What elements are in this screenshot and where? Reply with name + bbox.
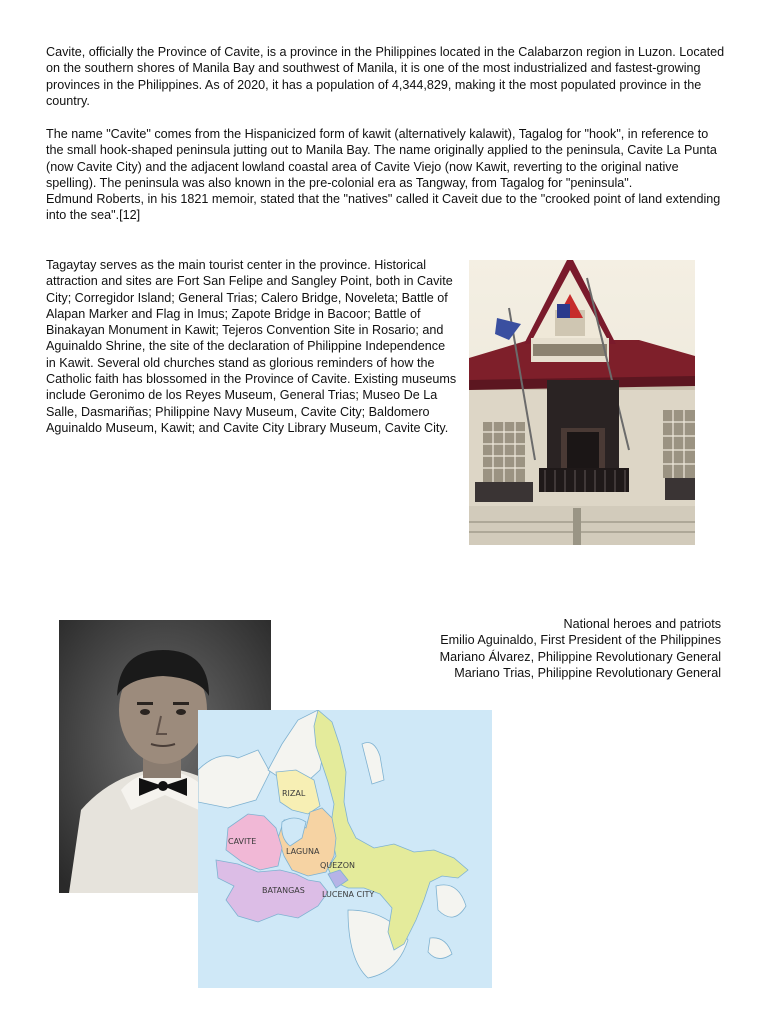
- map-label-cavite: CAVITE: [228, 837, 257, 846]
- hero-item: Mariano Álvarez, Philippine Revolutionary General: [439, 649, 721, 664]
- map-label-lucena: LUCENA CITY: [322, 890, 375, 899]
- intro-paragraph: Cavite, officially the Province of Cavite, is a province in the Philippines located in the Calabarzon region in Luzon. Located on the southern shores of Manila Bay and southwest of Manila, it is one of the most industrialized and fastest-growing provinces in the Philippines. As of 2020, it has a population of 4,344,829, making it the most populated province in the country.: [46, 45, 725, 108]
- heroes-heading: National heroes and patriots: [563, 617, 721, 631]
- hero-item: Mariano Trias, Philippine Revolutionary General: [454, 665, 721, 680]
- edmund-roberts-paragraph: Edmund Roberts, in his 1821 memoir, stated that the "natives" called it Caveit due to the "crooked point of land extending into the sea".[12]: [46, 192, 721, 223]
- hero-item: Emilio Aguinaldo, First President of the Philippines: [440, 633, 721, 648]
- aguinaldo-shrine-photo: [469, 260, 695, 545]
- name-origin-section: [46, 126, 726, 224]
- map-label-quezon: QUEZON: [320, 861, 355, 870]
- map-label-batangas: BATANGAS: [262, 886, 305, 895]
- name-origin-paragraph: The name "Cavite" comes from the Hispanicized form of kawit (alternatively kalawit), Tagalog for "hook", in reference to the small hook-shaped peninsula jutting out to Manila Bay. The name originally applied to the peninsula, Cavite La Punta (now Cavite City) and the adjacent lowland coastal area of Cavite Viejo (now Kawit, reverting to the original native spelling). The peninsula was also known in the pre-colonial era as Tangway, from Tagalog for "peninsula".: [46, 127, 717, 190]
- map-label-rizal: RIZAL: [282, 789, 306, 798]
- map-label-laguna: LAGUNA: [286, 847, 320, 856]
- calabarzon-map: [198, 710, 492, 988]
- heroes-list: [440, 616, 721, 681]
- tourism-paragraph: Tagaytay serves as the main tourist center in the province. Historical attraction and sites are Fort San Felipe and Sangley Point, both in Cavite City; Corregidor Island; General Trias; Calero Bridge, Noveleta; Battle of Alapan Marker and Flag in Imus; Zapote Bridge in Bacoor; Battle of Binakayan Monument in Kawit; Tejeros Convention Site in Rosario; and Aguinaldo Shrine, the site of the declaration of Philippine Independence in Kawit. Several old churches stand as glorious reminders of how the Catholic faith has blossomed in the Province of Cavite. Existing museums include Geronimo de los Reyes Museum, General Trias; Museo De La Salle, Dasmariñas; Philippine Navy Museum, Cavite City; Baldomero Aguinaldo Museum, Kawit; and Cavite City Library Museum, Cavite City.: [46, 258, 457, 435]
